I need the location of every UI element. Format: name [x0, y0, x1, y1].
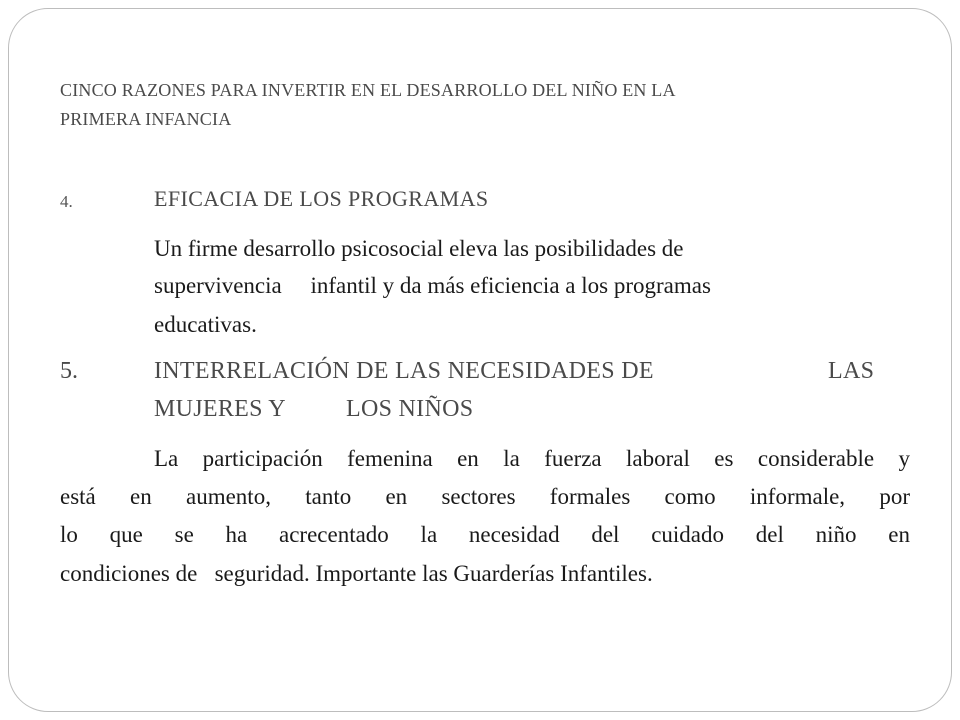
title-line-1: CINCO RAZONES PARA INVERTIR EN EL DESARROLLO DEL NIÑO EN LA — [60, 80, 676, 100]
section-5-text-line-4: condiciones de seguridad. Importante las Guarderías Infantiles. — [60, 561, 653, 586]
title-line-2: PRIMERA INFANCIA — [60, 109, 232, 129]
section-5-text-line-2: está en aumento, tanto en sectores formales como informale, por — [60, 484, 910, 509]
section-4-text-line-2: supervivencia infantil y da más eficiencia a los programas — [154, 273, 711, 298]
section-4-text-line-3: educativas. — [154, 312, 257, 337]
section-5-heading-part-1: INTERRELACIÓN DE LAS NECESIDADES DE — [154, 358, 654, 384]
section-4-text-line-1: Un firme desarrollo psicosocial eleva las posibilidades de — [154, 236, 684, 261]
section-5-text-line-1: La participación femenina en la fuerza laboral es considerable y — [154, 446, 910, 471]
section-5-number: 5. — [60, 358, 78, 384]
section-5-heading-part-3: MUJERES Y — [154, 396, 286, 422]
section-5-heading-part-2: LAS — [828, 358, 875, 384]
section-5-heading-part-4: LOS NIÑOS — [346, 396, 474, 422]
section-4-heading: EFICACIA DE LOS PROGRAMAS — [154, 186, 489, 211]
section-4-number: 4. — [60, 192, 73, 211]
slide-title — [60, 76, 900, 134]
section-5-text-line-3: lo que se ha acrecentado la necesidad del cuidado del niño en — [60, 522, 910, 547]
